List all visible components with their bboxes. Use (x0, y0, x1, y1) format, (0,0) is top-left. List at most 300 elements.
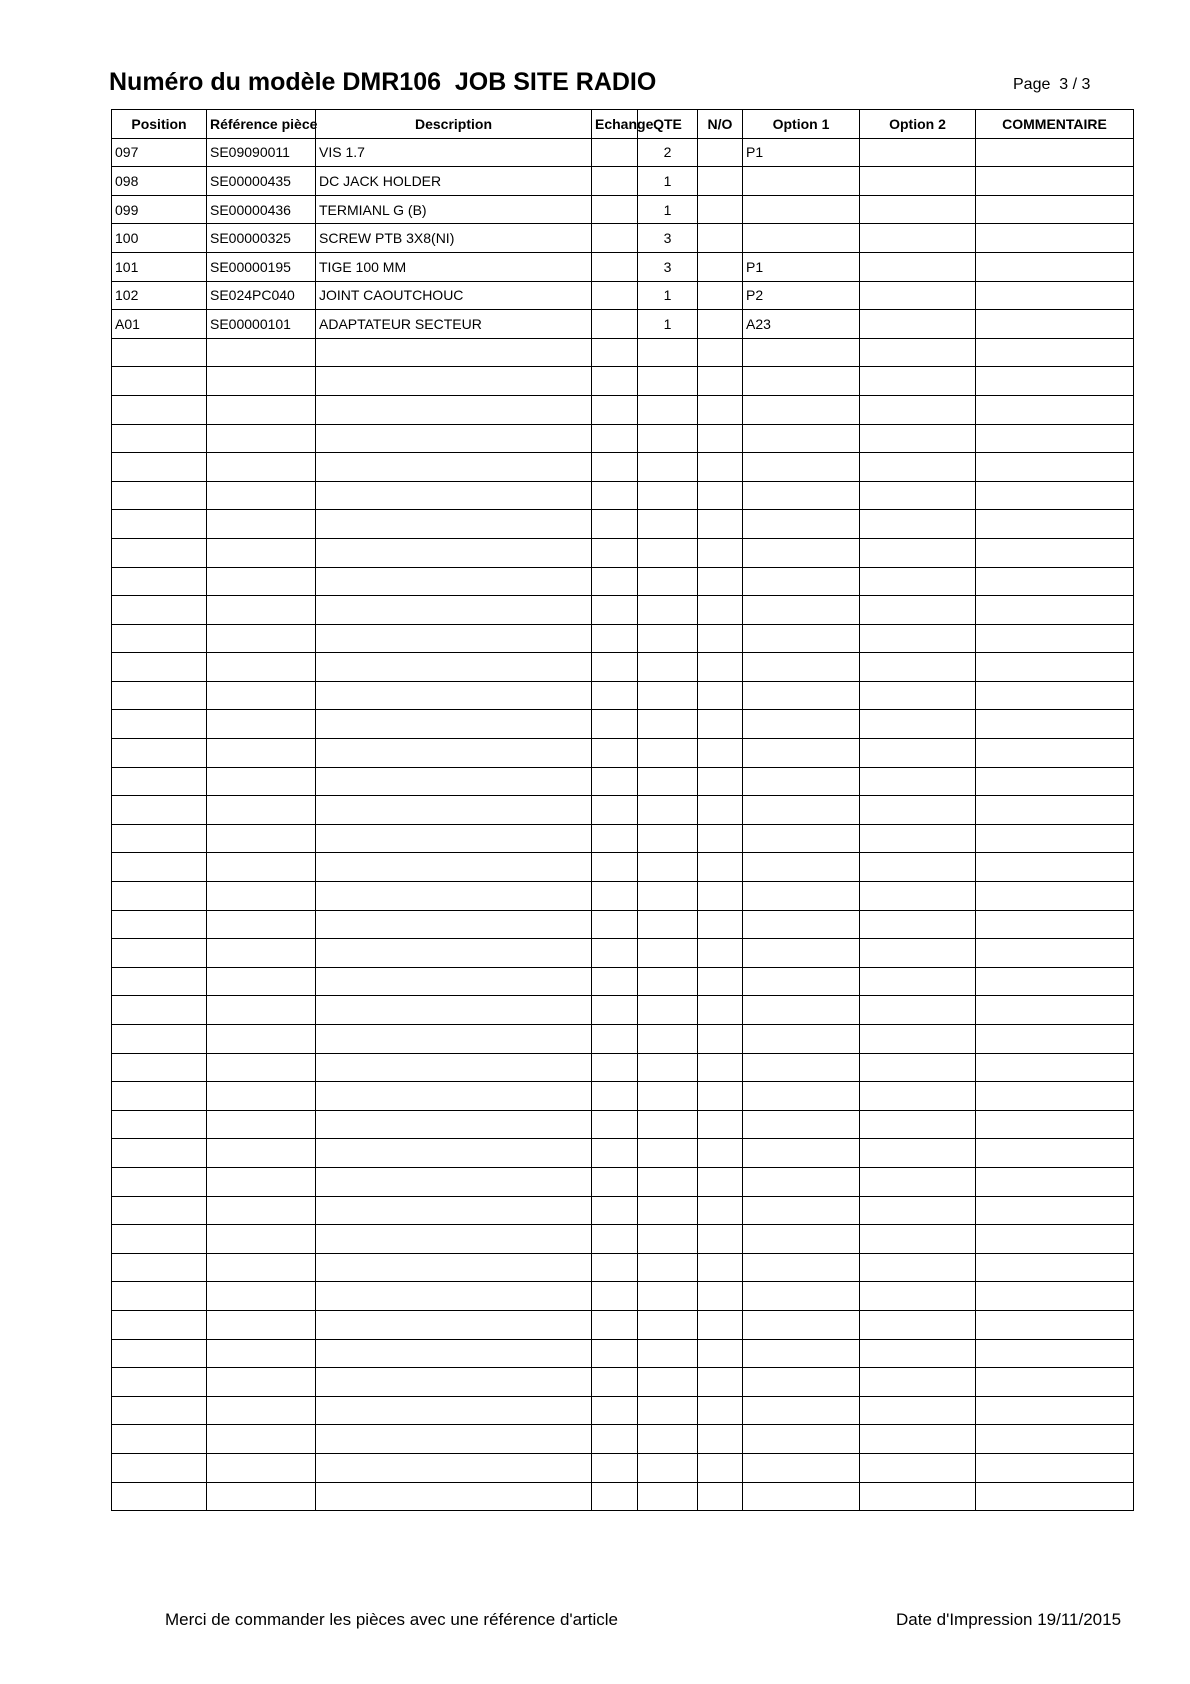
cell-option1 (743, 824, 860, 853)
cell-option1: P2 (743, 281, 860, 310)
cell-no (698, 538, 743, 567)
cell-no (698, 853, 743, 882)
cell-position (112, 882, 207, 911)
cell-echange (592, 138, 638, 167)
print-date: Date d'Impression 19/11/2015 (896, 1610, 1122, 1629)
cell-description: JOINT CAOUTCHOUC (316, 281, 592, 310)
cell-option1 (743, 681, 860, 710)
cell-option1 (743, 967, 860, 996)
table-row (112, 1396, 1134, 1425)
cell-echange (592, 224, 638, 253)
cell-position (112, 1139, 207, 1168)
cell-reference (207, 1139, 316, 1168)
cell-description (316, 1025, 592, 1054)
cell-qte (638, 567, 698, 596)
cell-echange (592, 882, 638, 911)
cell-option2 (860, 967, 976, 996)
table-row (112, 1453, 1134, 1482)
cell-option1 (743, 195, 860, 224)
cell-commentaire (976, 967, 1134, 996)
cell-description (316, 1396, 592, 1425)
cell-option2 (860, 567, 976, 596)
cell-position (112, 1110, 207, 1139)
cell-position (112, 510, 207, 539)
cell-no (698, 1196, 743, 1225)
cell-commentaire (976, 1253, 1134, 1282)
cell-position (112, 1339, 207, 1368)
cell-no (698, 1139, 743, 1168)
cell-echange (592, 1196, 638, 1225)
cell-qte (638, 910, 698, 939)
footer-note: Merci de commander les pièces avec une référence d'article (165, 1610, 619, 1629)
cell-echange (592, 1253, 638, 1282)
cell-no (698, 1368, 743, 1397)
cell-qte (638, 1053, 698, 1082)
cell-reference (207, 1396, 316, 1425)
cell-no (698, 624, 743, 653)
table-row (112, 1482, 1134, 1511)
table-row (112, 767, 1134, 796)
cell-commentaire (976, 996, 1134, 1025)
cell-qte (638, 996, 698, 1025)
cell-option2 (860, 1110, 976, 1139)
cell-echange (592, 1053, 638, 1082)
cell-qte (638, 882, 698, 911)
cell-commentaire (976, 167, 1134, 196)
cell-option1 (743, 853, 860, 882)
cell-option1 (743, 453, 860, 482)
cell-echange (592, 367, 638, 396)
cell-option2 (860, 310, 976, 339)
cell-description (316, 1453, 592, 1482)
table-row (112, 1253, 1134, 1282)
cell-qte (638, 367, 698, 396)
page-title: Numéro du modèle DMR106 JOB SITE RADIO (109, 68, 657, 96)
cell-commentaire (976, 481, 1134, 510)
cell-description (316, 596, 592, 625)
cell-echange (592, 681, 638, 710)
cell-option1: A23 (743, 310, 860, 339)
cell-description (316, 1425, 592, 1454)
cell-option2 (860, 252, 976, 281)
cell-no (698, 710, 743, 739)
cell-echange (592, 538, 638, 567)
cell-echange (592, 824, 638, 853)
cell-option2 (860, 910, 976, 939)
cell-no (698, 395, 743, 424)
cell-commentaire (976, 853, 1134, 882)
table-row (112, 510, 1134, 539)
cell-qte: 1 (638, 281, 698, 310)
cell-qte: 1 (638, 195, 698, 224)
cell-reference: SE00000435 (207, 167, 316, 196)
cell-option2 (860, 1425, 976, 1454)
table-row (112, 1025, 1134, 1054)
cell-position (112, 453, 207, 482)
cell-echange (592, 195, 638, 224)
cell-option2 (860, 195, 976, 224)
cell-description (316, 453, 592, 482)
cell-commentaire (976, 1196, 1134, 1225)
cell-no (698, 510, 743, 539)
cell-position (112, 424, 207, 453)
cell-commentaire (976, 224, 1134, 253)
cell-echange (592, 1482, 638, 1511)
cell-reference (207, 1167, 316, 1196)
cell-no (698, 1282, 743, 1311)
table-row (112, 710, 1134, 739)
cell-commentaire (976, 1110, 1134, 1139)
table-row (112, 1196, 1134, 1225)
cell-commentaire (976, 681, 1134, 710)
cell-reference (207, 1425, 316, 1454)
cell-option1 (743, 1196, 860, 1225)
cell-commentaire (976, 624, 1134, 653)
table-row (112, 596, 1134, 625)
cell-description (316, 624, 592, 653)
cell-position: 100 (112, 224, 207, 253)
table-row (112, 882, 1134, 911)
cell-position (112, 1482, 207, 1511)
cell-commentaire (976, 1339, 1134, 1368)
cell-description (316, 395, 592, 424)
cell-no (698, 1110, 743, 1139)
cell-option1 (743, 796, 860, 825)
cell-option2 (860, 1139, 976, 1168)
cell-position (112, 1082, 207, 1111)
cell-commentaire (976, 939, 1134, 968)
cell-option1 (743, 939, 860, 968)
cell-description (316, 1082, 592, 1111)
cell-echange (592, 1310, 638, 1339)
cell-reference (207, 424, 316, 453)
cell-qte (638, 1196, 698, 1225)
table-row (112, 1110, 1134, 1139)
cell-position: A01 (112, 310, 207, 339)
cell-reference (207, 338, 316, 367)
cell-qte (638, 538, 698, 567)
table-row (112, 481, 1134, 510)
cell-option2 (860, 481, 976, 510)
table-row (112, 424, 1134, 453)
table-row (112, 996, 1134, 1025)
cell-commentaire (976, 395, 1134, 424)
cell-description: TERMIANL G (B) (316, 195, 592, 224)
cell-option2 (860, 367, 976, 396)
cell-qte (638, 1339, 698, 1368)
cell-commentaire (976, 1453, 1134, 1482)
cell-description: SCREW PTB 3X8(NI) (316, 224, 592, 253)
cell-reference (207, 967, 316, 996)
cell-commentaire (976, 824, 1134, 853)
cell-position (112, 1310, 207, 1339)
cell-echange (592, 767, 638, 796)
cell-qte (638, 1082, 698, 1111)
cell-echange (592, 167, 638, 196)
cell-position (112, 1053, 207, 1082)
cell-option2 (860, 1196, 976, 1225)
cell-option1 (743, 1396, 860, 1425)
cell-option2 (860, 1167, 976, 1196)
cell-position (112, 1167, 207, 1196)
table-row (112, 453, 1134, 482)
cell-reference (207, 596, 316, 625)
cell-position (112, 1282, 207, 1311)
cell-reference (207, 481, 316, 510)
cell-echange (592, 996, 638, 1025)
cell-description (316, 739, 592, 768)
cell-qte (638, 596, 698, 625)
cell-echange (592, 395, 638, 424)
cell-echange (592, 481, 638, 510)
cell-no (698, 310, 743, 339)
cell-option2 (860, 882, 976, 911)
table-row (112, 1225, 1134, 1254)
cell-commentaire (976, 910, 1134, 939)
cell-option2 (860, 710, 976, 739)
cell-reference (207, 1310, 316, 1339)
cell-echange (592, 1368, 638, 1397)
cell-reference (207, 824, 316, 853)
cell-echange (592, 1110, 638, 1139)
cell-description (316, 939, 592, 968)
cell-position (112, 939, 207, 968)
cell-no (698, 910, 743, 939)
cell-option2 (860, 1396, 976, 1425)
table-row (112, 939, 1134, 968)
cell-option2 (860, 1082, 976, 1111)
cell-description (316, 338, 592, 367)
cell-option1 (743, 538, 860, 567)
cell-no (698, 424, 743, 453)
cell-option1 (743, 1425, 860, 1454)
cell-description: ADAPTATEUR SECTEUR (316, 310, 592, 339)
cell-no (698, 1482, 743, 1511)
table-row (112, 310, 1134, 339)
cell-reference (207, 767, 316, 796)
cell-commentaire (976, 195, 1134, 224)
cell-no (698, 1053, 743, 1082)
cell-reference (207, 853, 316, 882)
table-row (112, 338, 1134, 367)
cell-option1 (743, 567, 860, 596)
cell-reference (207, 1053, 316, 1082)
cell-position (112, 710, 207, 739)
cell-qte: 2 (638, 138, 698, 167)
cell-position (112, 338, 207, 367)
cell-qte (638, 853, 698, 882)
cell-commentaire (976, 510, 1134, 539)
cell-option2 (860, 596, 976, 625)
cell-qte (638, 739, 698, 768)
cell-description (316, 1368, 592, 1397)
cell-option2 (860, 767, 976, 796)
cell-option1 (743, 224, 860, 253)
cell-option1 (743, 367, 860, 396)
page-number: Page 3 / 3 (1013, 76, 1091, 93)
cell-qte (638, 653, 698, 682)
cell-commentaire (976, 1368, 1134, 1397)
cell-reference: SE00000195 (207, 252, 316, 281)
cell-reference (207, 1282, 316, 1311)
cell-option1: P1 (743, 252, 860, 281)
cell-description (316, 1167, 592, 1196)
table-row (112, 195, 1134, 224)
cell-echange (592, 1339, 638, 1368)
cell-no (698, 338, 743, 367)
cell-echange (592, 310, 638, 339)
cell-reference (207, 1253, 316, 1282)
table-row (112, 395, 1134, 424)
cell-description (316, 853, 592, 882)
cell-qte (638, 710, 698, 739)
table-row (112, 681, 1134, 710)
cell-no (698, 767, 743, 796)
table-row (112, 1053, 1134, 1082)
cell-position (112, 1025, 207, 1054)
cell-qte: 3 (638, 252, 698, 281)
cell-commentaire (976, 1139, 1134, 1168)
cell-qte (638, 395, 698, 424)
cell-qte (638, 767, 698, 796)
cell-option2 (860, 1339, 976, 1368)
cell-position (112, 796, 207, 825)
cell-option1 (743, 1253, 860, 1282)
cell-description (316, 1253, 592, 1282)
cell-position (112, 739, 207, 768)
cell-position (112, 567, 207, 596)
cell-option2 (860, 424, 976, 453)
cell-option1 (743, 1082, 860, 1111)
cell-reference (207, 1482, 316, 1511)
cell-option2 (860, 138, 976, 167)
cell-description (316, 796, 592, 825)
cell-option1 (743, 767, 860, 796)
table-row (112, 1310, 1134, 1339)
column-header-position: Position (112, 110, 207, 139)
cell-option1 (743, 596, 860, 625)
cell-option1 (743, 710, 860, 739)
cell-commentaire (976, 596, 1134, 625)
cell-option1 (743, 653, 860, 682)
cell-option1 (743, 1339, 860, 1368)
cell-option1 (743, 1110, 860, 1139)
cell-description (316, 710, 592, 739)
cell-echange (592, 739, 638, 768)
cell-echange (592, 1139, 638, 1168)
table-row (112, 653, 1134, 682)
cell-description (316, 996, 592, 1025)
cell-description (316, 681, 592, 710)
cell-qte (638, 453, 698, 482)
cell-commentaire (976, 424, 1134, 453)
cell-position (112, 1196, 207, 1225)
cell-no (698, 567, 743, 596)
cell-option1 (743, 510, 860, 539)
cell-position (112, 481, 207, 510)
cell-description (316, 424, 592, 453)
cell-qte: 1 (638, 167, 698, 196)
cell-echange (592, 1396, 638, 1425)
cell-qte (638, 1253, 698, 1282)
column-header-description: Description (316, 110, 592, 139)
cell-no (698, 882, 743, 911)
cell-reference: SE00000325 (207, 224, 316, 253)
cell-position: 097 (112, 138, 207, 167)
cell-position (112, 653, 207, 682)
cell-reference (207, 1196, 316, 1225)
cell-no (698, 252, 743, 281)
table-header-row (112, 110, 1134, 139)
cell-option2 (860, 1025, 976, 1054)
cell-echange (592, 1167, 638, 1196)
table-row (112, 567, 1134, 596)
cell-qte (638, 424, 698, 453)
cell-echange (592, 653, 638, 682)
cell-no (698, 1167, 743, 1196)
cell-commentaire (976, 1053, 1134, 1082)
cell-option2 (860, 1482, 976, 1511)
cell-no (698, 367, 743, 396)
cell-qte (638, 338, 698, 367)
cell-echange (592, 1082, 638, 1111)
cell-qte (638, 1139, 698, 1168)
cell-reference: SE00000101 (207, 310, 316, 339)
cell-no (698, 1425, 743, 1454)
cell-qte (638, 1453, 698, 1482)
cell-description: TIGE 100 MM (316, 252, 592, 281)
cell-qte (638, 510, 698, 539)
cell-reference (207, 796, 316, 825)
cell-qte (638, 1396, 698, 1425)
cell-commentaire (976, 1482, 1134, 1511)
cell-position (112, 1225, 207, 1254)
cell-no (698, 281, 743, 310)
cell-description (316, 824, 592, 853)
cell-qte (638, 1368, 698, 1397)
cell-option1 (743, 1453, 860, 1482)
cell-description (316, 367, 592, 396)
cell-option1 (743, 167, 860, 196)
cell-commentaire (976, 1425, 1134, 1454)
cell-echange (592, 967, 638, 996)
cell-option2 (860, 453, 976, 482)
cell-commentaire (976, 367, 1134, 396)
table-row (112, 1339, 1134, 1368)
table-row (112, 224, 1134, 253)
cell-option1 (743, 1139, 860, 1168)
cell-qte (638, 939, 698, 968)
cell-option2 (860, 853, 976, 882)
cell-option1 (743, 882, 860, 911)
cell-option2 (860, 624, 976, 653)
cell-commentaire (976, 252, 1134, 281)
table-row (112, 167, 1134, 196)
table-row (112, 1082, 1134, 1111)
cell-qte: 3 (638, 224, 698, 253)
cell-commentaire (976, 710, 1134, 739)
cell-commentaire (976, 767, 1134, 796)
cell-commentaire (976, 453, 1134, 482)
cell-commentaire (976, 310, 1134, 339)
cell-no (698, 1396, 743, 1425)
cell-qte (638, 824, 698, 853)
cell-commentaire (976, 338, 1134, 367)
cell-commentaire (976, 1396, 1134, 1425)
cell-commentaire (976, 739, 1134, 768)
cell-position (112, 1396, 207, 1425)
cell-commentaire (976, 882, 1134, 911)
